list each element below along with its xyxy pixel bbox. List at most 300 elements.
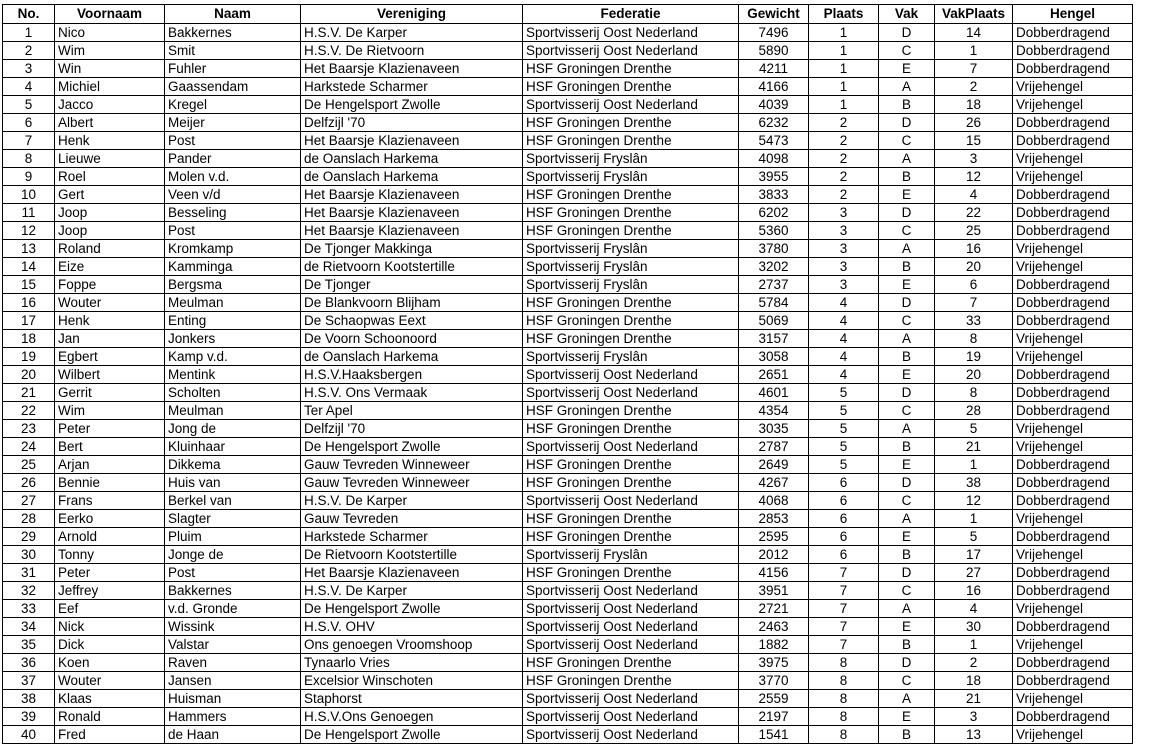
- table-row: [3, 240, 1133, 258]
- table-row: [3, 600, 1133, 618]
- cell-vereniging: H.S.V. De Karper: [301, 492, 523, 510]
- cell-no: 37: [3, 672, 55, 690]
- header-gewicht: Gewicht: [739, 5, 809, 24]
- cell-gewicht: 2737: [739, 276, 809, 294]
- cell-naam: Enting: [165, 312, 301, 330]
- cell-no: 29: [3, 528, 55, 546]
- cell-vereniging: Het Baarsje Klazienaveen: [301, 204, 523, 222]
- cell-vak: C: [879, 492, 935, 510]
- cell-plaats: 1: [809, 24, 879, 42]
- cell-naam: Kamminga: [165, 258, 301, 276]
- cell-vakplaats: 19: [935, 348, 1013, 366]
- cell-hengel: Dobberdragend: [1013, 24, 1133, 42]
- cell-hengel: Dobberdragend: [1013, 294, 1133, 312]
- cell-naam: Huisman: [165, 690, 301, 708]
- cell-naam: Valstar: [165, 636, 301, 654]
- cell-vakplaats: 12: [935, 492, 1013, 510]
- cell-plaats: 8: [809, 672, 879, 690]
- cell-plaats: 4: [809, 294, 879, 312]
- cell-voornaam: Wim: [55, 402, 165, 420]
- cell-voornaam: Lieuwe: [55, 150, 165, 168]
- cell-federatie: HSF Groningen Drenthe: [523, 564, 739, 582]
- cell-voornaam: Egbert: [55, 348, 165, 366]
- table-row: [3, 222, 1133, 240]
- table-row: [3, 60, 1133, 78]
- header-vak: Vak: [879, 5, 935, 24]
- cell-plaats: 8: [809, 690, 879, 708]
- cell-vakplaats: 3: [935, 708, 1013, 726]
- cell-gewicht: 4156: [739, 564, 809, 582]
- cell-vereniging: H.S.V.Haaksbergen: [301, 366, 523, 384]
- cell-plaats: 1: [809, 60, 879, 78]
- cell-vereniging: De Hengelsport Zwolle: [301, 96, 523, 114]
- cell-gewicht: 2853: [739, 510, 809, 528]
- cell-no: 13: [3, 240, 55, 258]
- cell-vak: A: [879, 78, 935, 96]
- cell-hengel: Dobberdragend: [1013, 276, 1133, 294]
- cell-federatie: HSF Groningen Drenthe: [523, 402, 739, 420]
- cell-hengel: Dobberdragend: [1013, 582, 1133, 600]
- cell-vak: D: [879, 564, 935, 582]
- cell-federatie: HSF Groningen Drenthe: [523, 60, 739, 78]
- cell-naam: Kregel: [165, 96, 301, 114]
- cell-plaats: 3: [809, 240, 879, 258]
- cell-gewicht: 5069: [739, 312, 809, 330]
- cell-gewicht: 4098: [739, 150, 809, 168]
- cell-naam: Pluim: [165, 528, 301, 546]
- cell-voornaam: Henk: [55, 312, 165, 330]
- cell-gewicht: 2559: [739, 690, 809, 708]
- cell-vak: A: [879, 240, 935, 258]
- cell-vakplaats: 4: [935, 600, 1013, 618]
- cell-naam: Kluinhaar: [165, 438, 301, 456]
- table-row: [3, 564, 1133, 582]
- cell-voornaam: Henk: [55, 132, 165, 150]
- cell-vak: D: [879, 24, 935, 42]
- cell-no: 21: [3, 384, 55, 402]
- cell-vak: E: [879, 366, 935, 384]
- cell-federatie: HSF Groningen Drenthe: [523, 204, 739, 222]
- cell-hengel: Vrijehengel: [1013, 546, 1133, 564]
- cell-hengel: Vrijehengel: [1013, 600, 1133, 618]
- cell-plaats: 1: [809, 96, 879, 114]
- cell-gewicht: 4166: [739, 78, 809, 96]
- cell-voornaam: Jacco: [55, 96, 165, 114]
- cell-gewicht: 5473: [739, 132, 809, 150]
- table-row: [3, 708, 1133, 726]
- cell-vakplaats: 16: [935, 240, 1013, 258]
- cell-vakplaats: 7: [935, 60, 1013, 78]
- table-row: [3, 330, 1133, 348]
- cell-plaats: 5: [809, 384, 879, 402]
- cell-naam: Bakkernes: [165, 24, 301, 42]
- cell-vak: B: [879, 546, 935, 564]
- cell-no: 8: [3, 150, 55, 168]
- cell-vakplaats: 20: [935, 258, 1013, 276]
- cell-naam: Kamp v.d.: [165, 348, 301, 366]
- cell-vakplaats: 38: [935, 474, 1013, 492]
- cell-vakplaats: 1: [935, 456, 1013, 474]
- cell-vereniging: De Tjonger: [301, 276, 523, 294]
- cell-vereniging: Gauw Tevreden: [301, 510, 523, 528]
- cell-federatie: Sportvisserij Fryslân: [523, 276, 739, 294]
- cell-voornaam: Nick: [55, 618, 165, 636]
- cell-vereniging: De Rietvoorn Kootstertille: [301, 546, 523, 564]
- table-row: [3, 294, 1133, 312]
- cell-hengel: Dobberdragend: [1013, 708, 1133, 726]
- cell-vereniging: Het Baarsje Klazienaveen: [301, 222, 523, 240]
- cell-voornaam: Bennie: [55, 474, 165, 492]
- cell-federatie: HSF Groningen Drenthe: [523, 186, 739, 204]
- cell-vak: A: [879, 510, 935, 528]
- cell-voornaam: Wilbert: [55, 366, 165, 384]
- header-vakplaats: VakPlaats: [935, 5, 1013, 24]
- cell-gewicht: 5784: [739, 294, 809, 312]
- results-table-container: [2, 4, 1133, 744]
- cell-federatie: Sportvisserij Oost Nederland: [523, 726, 739, 744]
- cell-plaats: 7: [809, 636, 879, 654]
- cell-gewicht: 3833: [739, 186, 809, 204]
- cell-plaats: 6: [809, 474, 879, 492]
- cell-vakplaats: 16: [935, 582, 1013, 600]
- cell-federatie: Sportvisserij Fryslân: [523, 150, 739, 168]
- cell-vereniging: de Oanslach Harkema: [301, 168, 523, 186]
- cell-federatie: Sportvisserij Oost Nederland: [523, 492, 739, 510]
- cell-vak: D: [879, 474, 935, 492]
- cell-federatie: Sportvisserij Oost Nederland: [523, 708, 739, 726]
- cell-vakplaats: 3: [935, 150, 1013, 168]
- cell-vak: D: [879, 204, 935, 222]
- cell-no: 11: [3, 204, 55, 222]
- cell-voornaam: Fred: [55, 726, 165, 744]
- cell-naam: Bakkernes: [165, 582, 301, 600]
- cell-gewicht: 2197: [739, 708, 809, 726]
- cell-vak: C: [879, 42, 935, 60]
- cell-no: 22: [3, 402, 55, 420]
- cell-no: 16: [3, 294, 55, 312]
- cell-vakplaats: 7: [935, 294, 1013, 312]
- cell-vakplaats: 8: [935, 330, 1013, 348]
- cell-voornaam: Gert: [55, 186, 165, 204]
- cell-vereniging: de Oanslach Harkema: [301, 348, 523, 366]
- cell-hengel: Dobberdragend: [1013, 366, 1133, 384]
- cell-vak: D: [879, 384, 935, 402]
- cell-hengel: Dobberdragend: [1013, 564, 1133, 582]
- cell-voornaam: Nico: [55, 24, 165, 42]
- cell-vakplaats: 1: [935, 510, 1013, 528]
- header-naam: Naam: [165, 5, 301, 24]
- cell-naam: Bergsma: [165, 276, 301, 294]
- cell-naam: Veen v/d: [165, 186, 301, 204]
- cell-no: 7: [3, 132, 55, 150]
- cell-vereniging: Het Baarsje Klazienaveen: [301, 186, 523, 204]
- cell-voornaam: Eef: [55, 600, 165, 618]
- cell-gewicht: 1882: [739, 636, 809, 654]
- cell-no: 25: [3, 456, 55, 474]
- cell-vereniging: Gauw Tevreden Winneweer: [301, 456, 523, 474]
- cell-gewicht: 6202: [739, 204, 809, 222]
- header-row: [3, 5, 1133, 24]
- cell-no: 30: [3, 546, 55, 564]
- cell-naam: Dikkema: [165, 456, 301, 474]
- cell-voornaam: Dick: [55, 636, 165, 654]
- cell-naam: Wissink: [165, 618, 301, 636]
- cell-voornaam: Wim: [55, 42, 165, 60]
- cell-vakplaats: 25: [935, 222, 1013, 240]
- cell-vakplaats: 18: [935, 96, 1013, 114]
- cell-vak: B: [879, 636, 935, 654]
- cell-vak: E: [879, 708, 935, 726]
- cell-plaats: 1: [809, 42, 879, 60]
- table-row: [3, 510, 1133, 528]
- cell-gewicht: 5890: [739, 42, 809, 60]
- cell-voornaam: Jeffrey: [55, 582, 165, 600]
- cell-plaats: 2: [809, 150, 879, 168]
- table-row: [3, 474, 1133, 492]
- table-row: [3, 24, 1133, 42]
- cell-voornaam: Frans: [55, 492, 165, 510]
- cell-vakplaats: 22: [935, 204, 1013, 222]
- cell-gewicht: 4601: [739, 384, 809, 402]
- cell-naam: Slagter: [165, 510, 301, 528]
- cell-federatie: Sportvisserij Fryslân: [523, 348, 739, 366]
- table-row: [3, 438, 1133, 456]
- header-vereniging: Vereniging: [301, 5, 523, 24]
- cell-naam: Hammers: [165, 708, 301, 726]
- cell-hengel: Vrijehengel: [1013, 690, 1133, 708]
- table-row: [3, 78, 1133, 96]
- table-row: [3, 528, 1133, 546]
- cell-vak: D: [879, 654, 935, 672]
- cell-gewicht: 1541: [739, 726, 809, 744]
- header-federatie: Federatie: [523, 5, 739, 24]
- cell-voornaam: Jan: [55, 330, 165, 348]
- cell-no: 40: [3, 726, 55, 744]
- cell-federatie: Sportvisserij Oost Nederland: [523, 600, 739, 618]
- cell-naam: Jonge de: [165, 546, 301, 564]
- cell-naam: Meijer: [165, 114, 301, 132]
- cell-federatie: Sportvisserij Oost Nederland: [523, 42, 739, 60]
- cell-federatie: HSF Groningen Drenthe: [523, 114, 739, 132]
- table-row: [3, 636, 1133, 654]
- cell-plaats: 5: [809, 438, 879, 456]
- cell-hengel: Dobberdragend: [1013, 132, 1133, 150]
- table-row: [3, 42, 1133, 60]
- cell-no: 35: [3, 636, 55, 654]
- cell-no: 36: [3, 654, 55, 672]
- cell-vereniging: Gauw Tevreden Winneweer: [301, 474, 523, 492]
- cell-naam: de Haan: [165, 726, 301, 744]
- cell-vakplaats: 28: [935, 402, 1013, 420]
- cell-vakplaats: 2: [935, 78, 1013, 96]
- header-no: No.: [3, 5, 55, 24]
- cell-no: 18: [3, 330, 55, 348]
- cell-vakplaats: 20: [935, 366, 1013, 384]
- cell-no: 27: [3, 492, 55, 510]
- cell-vakplaats: 14: [935, 24, 1013, 42]
- cell-hengel: Vrijehengel: [1013, 636, 1133, 654]
- cell-naam: Meulman: [165, 402, 301, 420]
- cell-gewicht: 3770: [739, 672, 809, 690]
- cell-plaats: 3: [809, 222, 879, 240]
- cell-vak: C: [879, 312, 935, 330]
- cell-no: 12: [3, 222, 55, 240]
- cell-no: 24: [3, 438, 55, 456]
- cell-gewicht: 3951: [739, 582, 809, 600]
- table-row: [3, 114, 1133, 132]
- cell-hengel: Vrijehengel: [1013, 168, 1133, 186]
- cell-vakplaats: 2: [935, 654, 1013, 672]
- cell-vakplaats: 1: [935, 42, 1013, 60]
- cell-vereniging: De Hengelsport Zwolle: [301, 726, 523, 744]
- cell-hengel: Dobberdragend: [1013, 474, 1133, 492]
- cell-plaats: 5: [809, 420, 879, 438]
- cell-voornaam: Peter: [55, 564, 165, 582]
- cell-plaats: 2: [809, 168, 879, 186]
- cell-no: 15: [3, 276, 55, 294]
- cell-voornaam: Eerko: [55, 510, 165, 528]
- table-row: [3, 132, 1133, 150]
- cell-federatie: Sportvisserij Oost Nederland: [523, 582, 739, 600]
- cell-vak: C: [879, 132, 935, 150]
- cell-plaats: 6: [809, 546, 879, 564]
- cell-naam: Mentink: [165, 366, 301, 384]
- cell-vereniging: H.S.V. OHV: [301, 618, 523, 636]
- cell-plaats: 7: [809, 564, 879, 582]
- cell-federatie: Sportvisserij Oost Nederland: [523, 618, 739, 636]
- cell-naam: Besseling: [165, 204, 301, 222]
- cell-gewicht: 2721: [739, 600, 809, 618]
- cell-hengel: Dobberdragend: [1013, 528, 1133, 546]
- cell-hengel: Vrijehengel: [1013, 726, 1133, 744]
- table-row: [3, 366, 1133, 384]
- cell-vereniging: Ter Apel: [301, 402, 523, 420]
- cell-plaats: 3: [809, 204, 879, 222]
- cell-vereniging: Het Baarsje Klazienaveen: [301, 60, 523, 78]
- cell-no: 33: [3, 600, 55, 618]
- cell-vereniging: Delfzijl '70: [301, 114, 523, 132]
- table-row: [3, 384, 1133, 402]
- table-row: [3, 402, 1133, 420]
- cell-vereniging: Harkstede Scharmer: [301, 528, 523, 546]
- cell-vereniging: De Tjonger Makkinga: [301, 240, 523, 258]
- cell-plaats: 6: [809, 510, 879, 528]
- cell-plaats: 4: [809, 348, 879, 366]
- cell-vakplaats: 21: [935, 438, 1013, 456]
- cell-no: 6: [3, 114, 55, 132]
- cell-vak: B: [879, 348, 935, 366]
- cell-gewicht: 5360: [739, 222, 809, 240]
- cell-vereniging: H.S.V.Ons Genoegen: [301, 708, 523, 726]
- cell-naam: Gaassendam: [165, 78, 301, 96]
- cell-plaats: 8: [809, 708, 879, 726]
- cell-voornaam: Klaas: [55, 690, 165, 708]
- cell-hengel: Dobberdragend: [1013, 384, 1133, 402]
- table-row: [3, 618, 1133, 636]
- cell-no: 39: [3, 708, 55, 726]
- cell-voornaam: Peter: [55, 420, 165, 438]
- cell-hengel: Vrijehengel: [1013, 96, 1133, 114]
- cell-vak: E: [879, 186, 935, 204]
- cell-plaats: 5: [809, 456, 879, 474]
- cell-voornaam: Eize: [55, 258, 165, 276]
- cell-vakplaats: 12: [935, 168, 1013, 186]
- cell-federatie: HSF Groningen Drenthe: [523, 456, 739, 474]
- cell-vakplaats: 27: [935, 564, 1013, 582]
- cell-plaats: 5: [809, 402, 879, 420]
- cell-federatie: Sportvisserij Fryslân: [523, 258, 739, 276]
- cell-vak: A: [879, 150, 935, 168]
- cell-naam: Raven: [165, 654, 301, 672]
- cell-naam: Meulman: [165, 294, 301, 312]
- cell-hengel: Vrijehengel: [1013, 240, 1133, 258]
- table-row: [3, 672, 1133, 690]
- cell-no: 23: [3, 420, 55, 438]
- cell-vereniging: H.S.V. Ons Vermaak: [301, 384, 523, 402]
- table-row: [3, 150, 1133, 168]
- cell-federatie: HSF Groningen Drenthe: [523, 222, 739, 240]
- cell-federatie: Sportvisserij Oost Nederland: [523, 24, 739, 42]
- cell-gewicht: 4354: [739, 402, 809, 420]
- cell-voornaam: Foppe: [55, 276, 165, 294]
- cell-no: 17: [3, 312, 55, 330]
- cell-hengel: Dobberdragend: [1013, 42, 1133, 60]
- cell-vak: E: [879, 60, 935, 78]
- cell-plaats: 8: [809, 726, 879, 744]
- cell-vak: A: [879, 690, 935, 708]
- cell-gewicht: 2012: [739, 546, 809, 564]
- cell-vereniging: Het Baarsje Klazienaveen: [301, 132, 523, 150]
- table-row: [3, 582, 1133, 600]
- cell-vakplaats: 13: [935, 726, 1013, 744]
- cell-federatie: HSF Groningen Drenthe: [523, 510, 739, 528]
- cell-naam: Jansen: [165, 672, 301, 690]
- cell-vak: C: [879, 672, 935, 690]
- cell-vak: B: [879, 96, 935, 114]
- cell-gewicht: 7496: [739, 24, 809, 42]
- cell-gewicht: 4267: [739, 474, 809, 492]
- header-hengel: Hengel: [1013, 5, 1133, 24]
- table-row: [3, 168, 1133, 186]
- cell-vak: A: [879, 330, 935, 348]
- cell-vak: E: [879, 528, 935, 546]
- cell-federatie: HSF Groningen Drenthe: [523, 654, 739, 672]
- cell-voornaam: Arnold: [55, 528, 165, 546]
- cell-plaats: 4: [809, 366, 879, 384]
- cell-no: 20: [3, 366, 55, 384]
- cell-federatie: HSF Groningen Drenthe: [523, 474, 739, 492]
- cell-vakplaats: 30: [935, 618, 1013, 636]
- cell-gewicht: 6232: [739, 114, 809, 132]
- table-row: [3, 456, 1133, 474]
- cell-vereniging: Staphorst: [301, 690, 523, 708]
- cell-naam: Jong de: [165, 420, 301, 438]
- table-row: [3, 654, 1133, 672]
- cell-gewicht: 4211: [739, 60, 809, 78]
- cell-vak: B: [879, 258, 935, 276]
- cell-federatie: HSF Groningen Drenthe: [523, 132, 739, 150]
- cell-vak: E: [879, 618, 935, 636]
- cell-hengel: Dobberdragend: [1013, 222, 1133, 240]
- cell-vereniging: De Blankvoorn Blijham: [301, 294, 523, 312]
- cell-plaats: 6: [809, 528, 879, 546]
- cell-naam: Post: [165, 564, 301, 582]
- cell-vak: D: [879, 114, 935, 132]
- cell-gewicht: 2787: [739, 438, 809, 456]
- cell-vakplaats: 17: [935, 546, 1013, 564]
- cell-naam: Post: [165, 132, 301, 150]
- cell-gewicht: 3975: [739, 654, 809, 672]
